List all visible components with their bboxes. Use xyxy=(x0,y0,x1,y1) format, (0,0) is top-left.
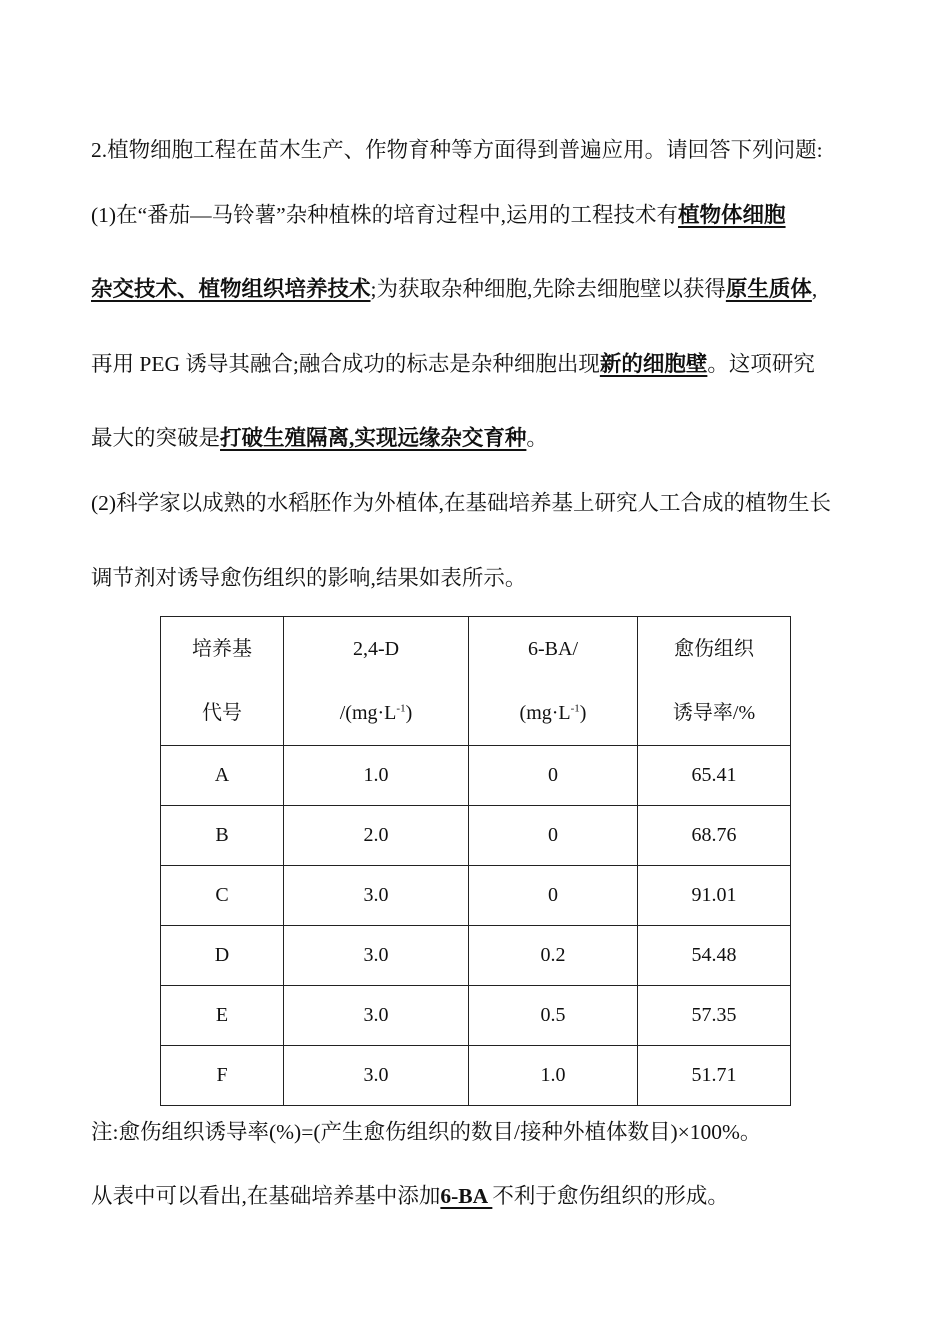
answer-protoplast: 原生质体 xyxy=(725,277,812,301)
part1-line4 xyxy=(91,423,861,453)
part1-text-f: 。 xyxy=(526,426,548,450)
table-note: 注:愈伤组织诱导率(%)=(产生愈伤组织的数目/接种外植体数目)×100%。 xyxy=(91,1120,762,1144)
table-row xyxy=(161,866,791,926)
cell-24d: 3.0 xyxy=(284,926,469,986)
part1-text-d: 。这项研究 xyxy=(707,352,815,376)
cell-code: B xyxy=(161,806,284,866)
part1-text-c: 再用 PEG 诱导其融合;融合成功的标志是杂种细胞出现 xyxy=(91,352,600,376)
answer-technique-2: 杂交技术、植物组织培养技术 xyxy=(91,277,371,301)
table-row xyxy=(161,746,791,806)
cell-6ba: 0.5 xyxy=(469,986,638,1046)
table-header-row xyxy=(161,617,791,746)
header-medium-code: 培养基 代号 xyxy=(161,617,284,746)
cell-6ba: 1.0 xyxy=(469,1046,638,1106)
cell-24d: 2.0 xyxy=(284,806,469,866)
cell-24d: 3.0 xyxy=(284,1046,469,1106)
header-6ba: 6-BA/ $(mg\cdot L^{-1})$ xyxy=(469,617,638,746)
table-row xyxy=(161,926,791,986)
part2-line1: (2)科学家以成熟的水稻胚作为外植体,在基础培养基上研究人工合成的植物生长 xyxy=(91,491,831,515)
cell-code: E xyxy=(161,986,284,1046)
cell-code: A xyxy=(161,746,284,806)
table-row xyxy=(161,806,791,866)
part1-line1 xyxy=(91,200,861,230)
answer-technique-1: 植物体细胞 xyxy=(678,203,786,227)
cell-rate: 68.76 xyxy=(638,806,791,866)
part1-text-b: ;为获取杂种细胞,先除去细胞壁以获得 xyxy=(370,277,726,301)
cell-6ba: 0 xyxy=(469,866,638,926)
table-row xyxy=(161,1046,791,1106)
cell-code: D xyxy=(161,926,284,986)
answer-breakthrough: 打破生殖隔离,实现远缘杂交育种 xyxy=(220,426,527,450)
part1-text-e: 最大的突破是 xyxy=(91,426,221,450)
answer-6ba: 6-BA xyxy=(440,1184,493,1208)
conclusion-line xyxy=(91,1181,861,1211)
cell-rate: 57.35 xyxy=(638,986,791,1046)
cell-code: F xyxy=(161,1046,284,1106)
cell-rate: 65.41 xyxy=(638,746,791,806)
cell-rate: 51.71 xyxy=(638,1046,791,1106)
part2-line2: 调节剂对诱导愈伤组织的影响,结果如表所示。 xyxy=(91,566,527,590)
cell-code: C xyxy=(161,866,284,926)
conclusion-text-b: 不利于愈伤组织的形成。 xyxy=(492,1184,729,1208)
answer-new-cell-wall: 新的细胞壁 xyxy=(599,352,708,376)
cell-6ba: 0 xyxy=(469,746,638,806)
cell-rate: 91.01 xyxy=(638,866,791,926)
part1-comma: , xyxy=(811,277,818,301)
cell-24d: 3.0 xyxy=(284,986,469,1046)
header-24d: 2,4-D $/(mg\cdot L^{-1})$ xyxy=(284,617,469,746)
cell-6ba: 0.2 xyxy=(469,926,638,986)
table-row xyxy=(161,986,791,1046)
results-table xyxy=(160,616,791,1106)
intro-line: 2.植物细胞工程在苗木生产、作物育种等方面得到普遍应用。请回答下列问题: xyxy=(91,138,823,162)
cell-rate: 54.48 xyxy=(638,926,791,986)
cell-24d: 1.0 xyxy=(284,746,469,806)
header-induction-rate: 愈伤组织 诱导率/% xyxy=(638,617,791,746)
part1-line2 xyxy=(91,274,861,304)
cell-24d: 3.0 xyxy=(284,866,469,926)
part1-text-a: (1)在“番茄—马铃薯”杂种植株的培育过程中,运用的工程技术有 xyxy=(91,203,679,227)
part1-line3 xyxy=(91,349,861,379)
cell-6ba: 0 xyxy=(469,806,638,866)
conclusion-text-a: 从表中可以看出,在基础培养基中添加 xyxy=(91,1184,441,1208)
